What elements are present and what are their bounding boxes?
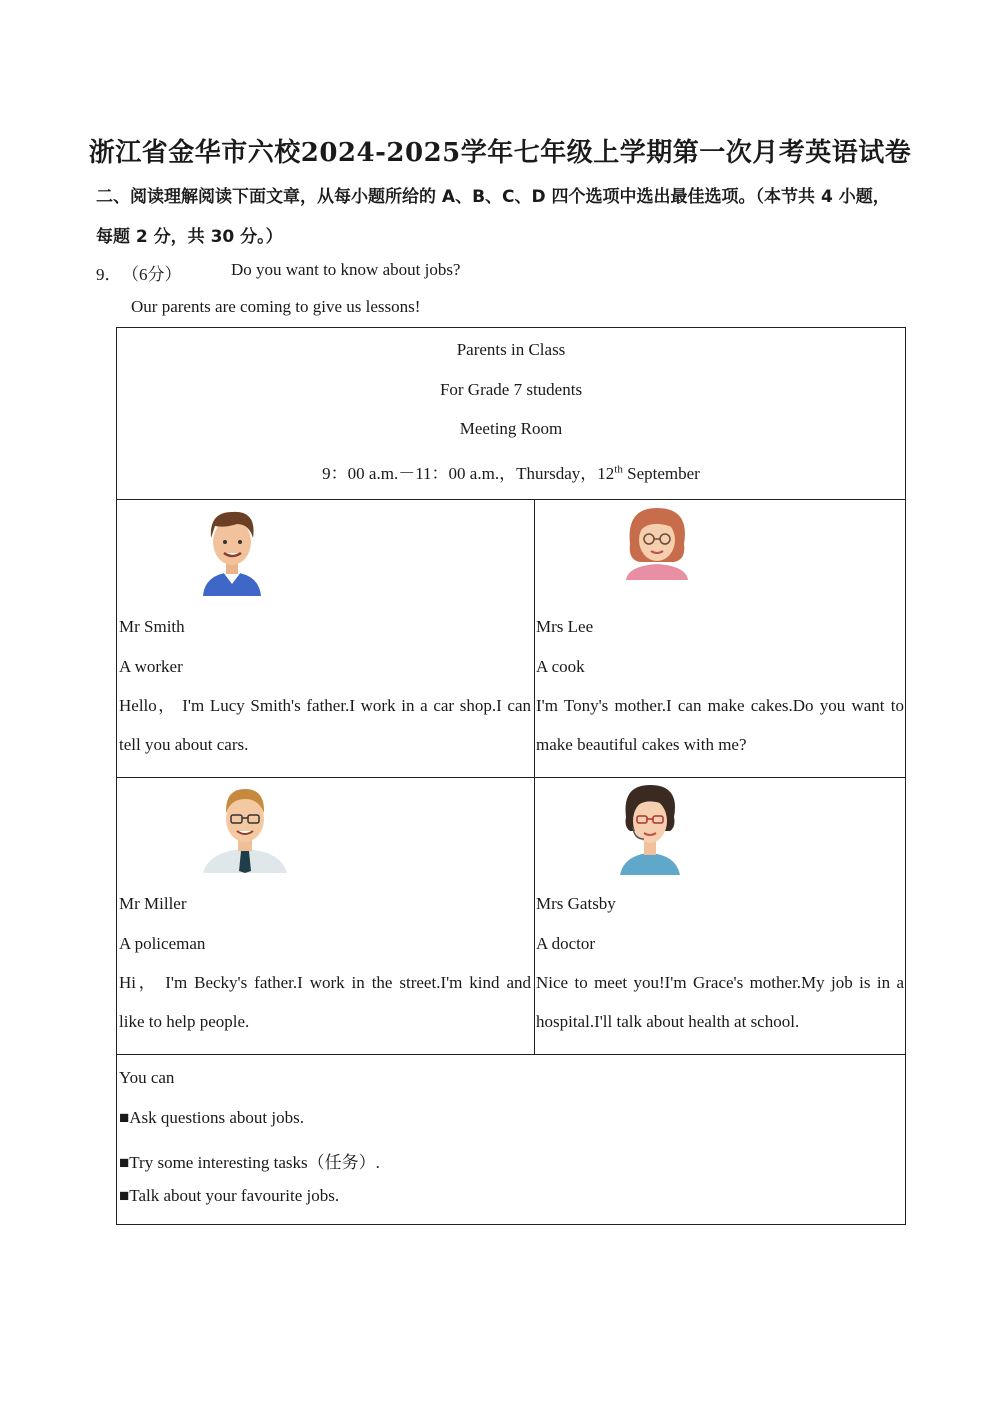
poster-time (117, 459, 905, 484)
poster-time-sup: th (614, 463, 623, 476)
footer-item: ■Talk about your favourite jobs. (119, 1186, 340, 1205)
woman-glasses-portrait (620, 504, 694, 580)
parent-name: Mrs Lee (536, 617, 594, 636)
question-intro: Our parents are coming to give us lessons! (131, 297, 421, 316)
poster-time-end: September (622, 464, 700, 483)
man-curly-hair-portrait (199, 504, 265, 596)
page-title: 浙江省金华市六校2024-2025学年七年级上学期第一次月考英语试卷 (88, 138, 912, 168)
footer-item: ■Try some interesting tasks（任务）. (119, 1153, 380, 1172)
parent-job: A cook (536, 657, 585, 676)
section-instruction-line2: 每题 2 分，共 30 分。） (96, 227, 283, 247)
poster-header (117, 328, 905, 500)
parent-job: A policeman (119, 934, 206, 953)
parent-intro: Hi， I'm Becky's father.I work in the street.I'm kind and like to help people. (119, 973, 531, 1031)
parent-name: Mrs Gatsby (536, 894, 616, 913)
question-score: （6分） (122, 265, 182, 284)
parent-intro: Hello， I'm Lucy Smith's father.I work in a car shop.I can tell you about cars. (119, 696, 531, 754)
poster-footer (117, 1054, 905, 1224)
poster-heading: Parents in Class (456, 340, 566, 359)
footer-item: ■Ask questions about jobs. (119, 1108, 304, 1127)
parent-job: A worker (119, 657, 183, 676)
parent-card (534, 777, 907, 1054)
parent-job: A doctor (536, 934, 596, 953)
poster-audience: For Grade 7 students (439, 380, 583, 399)
section-instruction-line1: 二、阅读理解阅读下面文章，从每小题所给的 A、B、C、D 四个选项中选出最佳选项。（本节共 4 小题， (96, 187, 890, 207)
parent-card (117, 500, 534, 777)
footer-lead: You can (119, 1068, 175, 1087)
man-glasses-tie-portrait (201, 783, 289, 873)
poster-time-main: 9：00 a.m.－11：00 a.m.，Thursday，12 (322, 464, 615, 483)
parent-name: Mr Smith (119, 617, 185, 636)
question-number: 9． (96, 265, 122, 284)
parent-intro: I'm Tony's mother.I can make cakes.Do you want to make beautiful cakes with me? (536, 696, 904, 754)
parent-card (117, 777, 534, 1054)
question-prompt: Do you want to know about jobs? (231, 260, 461, 279)
poster (116, 327, 906, 1225)
woman-headset-portrait (618, 783, 682, 875)
parent-card (534, 500, 907, 777)
parent-intro: Nice to meet you!I'm Grace's mother.My job is in a hospital.I'll talk about health at school. (536, 973, 904, 1031)
poster-place: Meeting Room (459, 419, 563, 438)
parent-name: Mr Miller (119, 894, 187, 913)
